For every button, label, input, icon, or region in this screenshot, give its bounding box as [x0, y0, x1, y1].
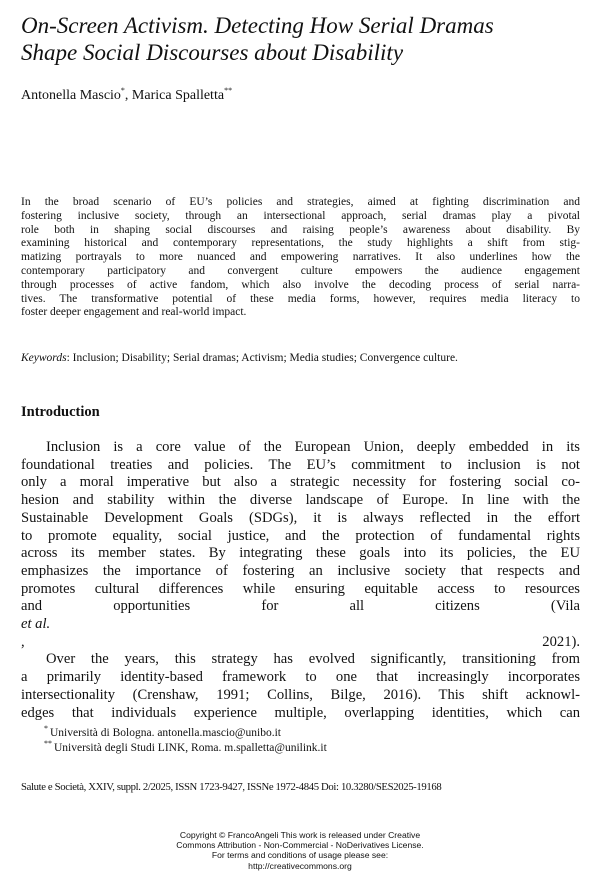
abstract-line: fostering inclusive society, through an intersectional approach, serial dramas play a pivotal — [21, 209, 580, 222]
body-line: across its member states. By integrating these goals into its policies, the EU — [21, 545, 580, 562]
title-line: On-Screen Activism. Detecting How Serial Dramas — [21, 13, 494, 38]
citation-italic: et al. — [21, 616, 51, 633]
keywords-label: Keywords — [21, 352, 67, 364]
author-name: Antonella Mascio — [21, 88, 121, 103]
body-line: foundational treaties and policies. The EU’s commitment to inclusion is not — [21, 456, 580, 473]
copyright-notice — [0, 830, 600, 871]
abstract-line: role both in shaping social discourses and raising people’s awareness about disability. By — [21, 223, 580, 236]
abstract-line: In the broad scenario of EU’s policies and strategies, aimed at fighting discrimination and — [21, 196, 580, 208]
footnotes — [44, 726, 327, 756]
body-line-citation — [21, 598, 580, 651]
abstract-line: contemporary participatory and convergent culture empowers the audience engagement — [21, 264, 580, 277]
footnote — [44, 741, 327, 756]
title-line: Shape Social Discourses about Disability — [21, 40, 404, 65]
footnote-mark: ** — [44, 739, 52, 748]
author-list — [21, 87, 232, 105]
body-line: hesion and stability within the diverse landscape of Europe. In line with the — [21, 492, 580, 509]
section-heading-introduction: Introduction — [21, 404, 100, 420]
copyright-line: Copyright © FrancoAngeli This work is released under Creative — [179, 830, 421, 840]
body-line: promotes cultural differences while ensuring equitable access to resources — [21, 580, 580, 597]
journal-citation: Salute e Società, XXIV, suppl. 2/2025, ISSN 1723-9427, ISSNe 1972-4845 Doi: 10.3280/SES2025-19168 — [21, 781, 442, 793]
author-footnote-mark: * — [120, 86, 125, 95]
author-name: Marica Spalletta — [131, 88, 225, 103]
abstract-line: matizing portrayals to more nuanced and empowering narratives. It also underlines how the — [21, 251, 580, 264]
body-line: Sustainable Development Goals (SDGs), it is always reflected in the effort — [21, 509, 580, 526]
footnote-mark: * — [44, 724, 48, 733]
body-line: to promote equality, social justice, and the protection of fundamental rights — [21, 527, 580, 544]
body-line: only a moral imperative but also a strategic necessity for fostering social co- — [21, 474, 580, 491]
author-separator: , — [124, 88, 132, 103]
footnote-text: Università di Bologna. antonella.mascio@unibo.it — [50, 727, 281, 739]
citation-year: , 2021). — [21, 633, 580, 650]
body-line: Over the years, this strategy has evolved significantly, transitioning from — [46, 651, 580, 668]
copyright-link: http://creativecommons.org — [248, 860, 352, 871]
abstract-line: through processes of active fandom, which also involve the decoding process of serial narra- — [21, 278, 580, 291]
citation-text: and opportunities for all citizens (Vila — [21, 598, 580, 615]
footnote-text: Università degli Studi LINK, Roma. m.spalletta@unilink.it — [54, 742, 327, 754]
keywords-text: : Inclusion; Disability; Serial dramas; Activism; Media studies; Convergence culture. — [66, 352, 458, 364]
body-line: emphasizes the importance of fostering an inclusive society that respects and — [21, 562, 580, 579]
keywords — [21, 351, 580, 365]
body-line: edges that individuals experience multiple, overlapping identities, which can — [21, 704, 580, 721]
copyright-line: Commons Attribution - Non-Commercial - NoDerivatives License. — [176, 840, 424, 851]
introduction-body — [21, 439, 580, 722]
author-footnote-mark: ** — [224, 86, 233, 95]
paper-title — [21, 12, 586, 66]
body-line: a primarily identity-based framework to one that increasingly incorporates — [21, 669, 580, 686]
footnote — [44, 726, 327, 741]
abstract-line: tives. The transformative potential of these media forms, however, requires media literacy to — [21, 292, 580, 305]
body-line: intersectionality (Crenshaw, 1991; Collins, Bilge, 2016). This shift acknowl- — [21, 686, 580, 703]
abstract — [21, 196, 580, 320]
abstract-line: foster deeper engagement and real-world impact. — [21, 306, 247, 319]
body-line: Inclusion is a core value of the European Union, deeply embedded in its — [46, 439, 580, 455]
copyright-line: For terms and conditions of usage please see: — [211, 850, 389, 861]
abstract-line: examining historical and contemporary representations, the study highlights a shift from stig- — [21, 237, 580, 250]
